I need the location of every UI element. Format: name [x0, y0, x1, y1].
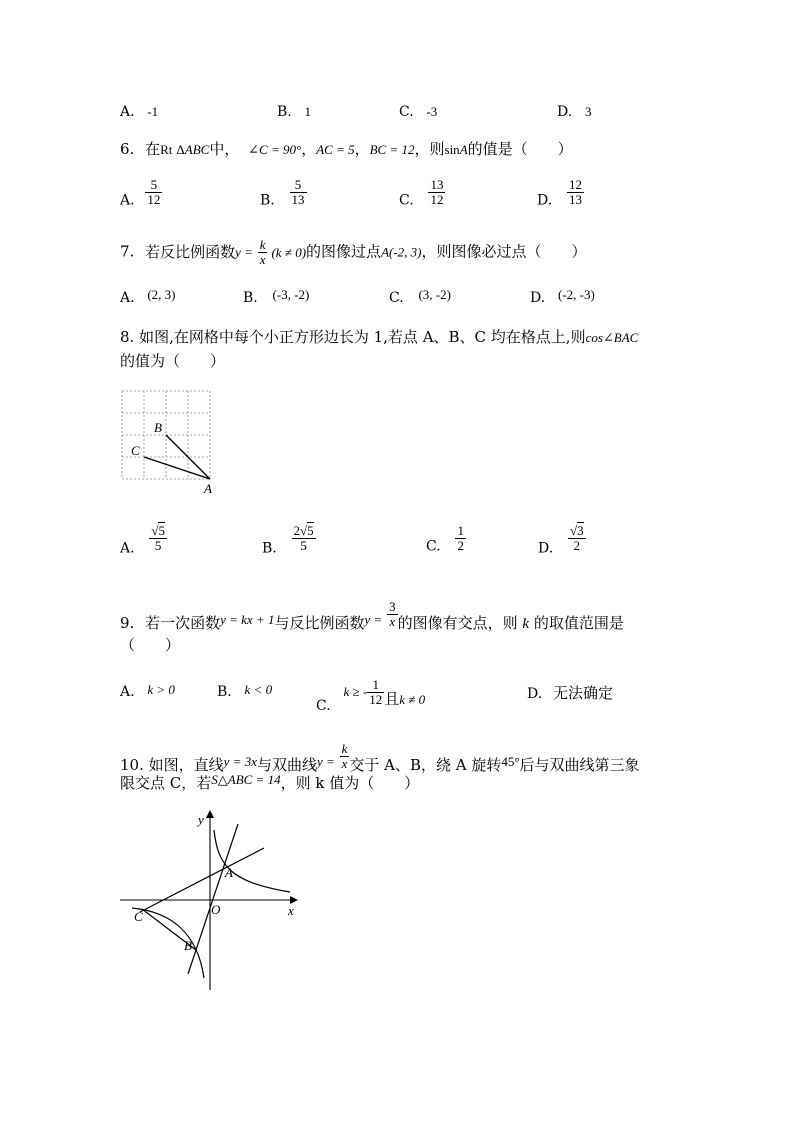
denominator: 12	[430, 192, 444, 207]
denominator: x	[389, 614, 396, 629]
option-value: k < 0	[244, 682, 273, 697]
option-label: D.	[527, 686, 543, 702]
y-axis-arrow	[206, 810, 214, 818]
sqrt-sign: √	[151, 523, 159, 538]
point-a-label: A	[204, 481, 212, 496]
line-equation: y = 3x	[223, 754, 257, 769]
radicand: 3	[577, 523, 584, 538]
condition: (k ≠ 0)	[271, 244, 307, 260]
radicand: 5	[307, 523, 314, 538]
stem-text: 的图像过点	[306, 242, 382, 261]
stem-text: 的取值范围是	[533, 614, 624, 632]
function-lhs: y =	[364, 612, 383, 627]
question-number: 6.	[120, 140, 135, 158]
angle-value: 45°	[501, 754, 520, 769]
denominator: 12	[369, 692, 383, 707]
side-ac: AC = 5	[316, 142, 355, 157]
stem-text: ，则 k 值为（ ）	[280, 774, 420, 792]
option-label: B.	[262, 540, 277, 557]
stem-text: 如图，直线	[148, 756, 224, 774]
q7-stem	[120, 238, 587, 267]
q9-stem	[120, 600, 624, 633]
option-value: k ≠ 0	[399, 692, 426, 707]
q8-stem-line1	[120, 326, 638, 347]
question-number: 9.	[120, 614, 135, 632]
stem-text: 若一次函数	[145, 614, 221, 632]
stem-text: 与反比例函数	[274, 614, 365, 632]
option-label: D.	[557, 104, 573, 120]
coefficient: 2	[293, 523, 301, 538]
q10-graph-figure	[112, 808, 312, 998]
option-label: D.	[538, 540, 554, 557]
option-value: (-2, -3)	[557, 287, 595, 302]
k-variable: k	[522, 616, 530, 632]
q8-option-c	[426, 524, 466, 555]
sqrt-sign: √	[569, 523, 578, 538]
option-value: 3	[584, 104, 592, 119]
option-label: C.	[399, 104, 414, 120]
q10-stem-line2	[120, 772, 419, 793]
angle-expression: ∠C = 90°	[248, 142, 302, 157]
question-number: 7.	[120, 242, 135, 261]
q7-option-c	[389, 287, 451, 306]
denominator: 2	[568, 538, 586, 553]
numerator: 5	[145, 178, 162, 193]
q10-stem	[120, 742, 640, 775]
denominator: 13	[291, 192, 305, 207]
option-label: B.	[277, 104, 292, 120]
option-label: D.	[530, 290, 546, 306]
option-label: C.	[399, 192, 414, 209]
fraction	[455, 524, 466, 553]
denominator: 5	[292, 538, 316, 553]
conjunction: 且	[384, 690, 400, 708]
stem-text: 交于 A、B，绕 A 旋转	[349, 756, 502, 774]
q9-option-a	[120, 682, 175, 700]
option-label: C.	[426, 538, 441, 555]
option-label: A.	[120, 192, 135, 209]
line-y-3x	[188, 824, 238, 974]
q8-option-d	[538, 524, 586, 557]
point-a: A(-2, 3)	[381, 244, 422, 260]
option-label: A.	[120, 684, 135, 700]
numerator: k	[259, 237, 266, 252]
point-a-label: A	[225, 865, 233, 880]
q6-option-a	[120, 178, 162, 209]
function-lhs: y =	[235, 244, 253, 260]
q9-option-c	[316, 678, 425, 714]
cos-expression: cos∠BAC	[585, 330, 639, 345]
q8-grid-figure	[112, 382, 222, 497]
stem-text: 若反比例函数	[145, 242, 236, 261]
numerator	[292, 524, 316, 538]
area-expression: S△ABC = 14	[211, 772, 281, 787]
option-value: k > 0	[147, 682, 175, 697]
q8-option-b	[262, 524, 316, 557]
option-label: B.	[260, 192, 275, 209]
option-value: (-3, -2)	[272, 287, 310, 302]
fraction	[292, 524, 316, 553]
option-label: A.	[120, 290, 135, 306]
option-label: A.	[120, 104, 135, 120]
stem-text: ，则	[414, 140, 445, 158]
origin-label: O	[211, 902, 221, 917]
stem-text: 中，	[209, 140, 240, 158]
fraction	[290, 178, 307, 207]
rt-symbol: Rt	[160, 142, 173, 157]
side-bc: BC = 12	[369, 142, 415, 157]
point-c-label: C	[131, 443, 140, 458]
option-value: -3	[426, 104, 438, 119]
option-label: A.	[120, 540, 135, 557]
sin-symbol: sin	[444, 142, 460, 157]
stem-text: ，	[301, 140, 317, 158]
numerator: k	[341, 741, 348, 756]
numerator: 1	[457, 523, 464, 538]
numerator: 13	[430, 177, 444, 192]
fraction	[258, 238, 268, 267]
option-value: 无法确定	[552, 684, 613, 702]
q9-option-d	[527, 682, 613, 703]
q7-option-b	[243, 287, 309, 306]
triangle-name: ABC	[184, 142, 210, 157]
option-label: C.	[389, 290, 404, 306]
stem-text: ，则图像必过点（ ）	[421, 242, 587, 261]
stem-text: 的值是（ ）	[467, 140, 573, 158]
stem-text: 的值为（ ）	[120, 352, 226, 370]
stem-text: 与双曲线	[256, 756, 317, 774]
fraction	[567, 178, 584, 207]
stem-text: （ ）	[120, 636, 181, 654]
point-b-label: B	[184, 938, 192, 953]
stem-text: 限交点 C，若	[120, 774, 212, 792]
triangle-symbol: Δ	[176, 142, 185, 157]
q5-option-d	[557, 102, 591, 120]
stem-text: 8. 如图,在网格中每个小正方形边长为 1,若点 A、B、C 均在格点上,则	[120, 328, 586, 346]
numerator	[149, 524, 167, 538]
denominator: 5	[149, 538, 167, 553]
denominator: 2	[457, 538, 464, 553]
option-value: -1	[147, 104, 159, 119]
hyperbola-branch-q3	[132, 908, 204, 978]
point-c-label: C	[134, 909, 143, 924]
option-label: B.	[217, 684, 232, 700]
numerator: 3	[389, 599, 396, 614]
stem-text: 的图像有交点，则	[397, 614, 518, 632]
option-label: B.	[243, 290, 258, 306]
denominator: x	[341, 756, 348, 771]
q9-option-b	[217, 682, 272, 700]
q9-stem-line2	[120, 634, 180, 655]
option-value: (2, 3)	[147, 287, 176, 302]
q6-option-c	[399, 178, 445, 209]
q8-stem-line2	[120, 350, 225, 371]
q7-option-d	[530, 287, 595, 306]
linear-function: y = kx + 1	[220, 612, 275, 627]
fraction	[428, 178, 445, 207]
fraction	[387, 600, 398, 629]
numerator: 1	[367, 678, 384, 693]
fraction	[145, 178, 162, 207]
denominator: x	[259, 252, 266, 267]
option-value: k ≥ -	[343, 684, 368, 699]
denominator: 12	[147, 192, 161, 207]
stem-text: ，	[354, 140, 370, 158]
q5-option-a	[120, 102, 158, 120]
option-label: D.	[537, 192, 553, 209]
fraction	[568, 524, 586, 553]
fraction	[367, 678, 384, 707]
stem-text: 后与双曲线第三象	[519, 756, 640, 774]
q5-option-c	[399, 102, 437, 120]
numerator	[568, 524, 586, 538]
q6-stem	[120, 138, 573, 159]
numerator: 12	[568, 177, 582, 192]
point-b-label: B	[154, 420, 162, 435]
y-axis-label: y	[198, 812, 204, 827]
x-axis-label: x	[288, 903, 294, 918]
q5-option-b	[277, 102, 311, 120]
fraction	[149, 524, 167, 553]
segment-ac	[144, 457, 210, 479]
sqrt-sign: √	[300, 523, 308, 538]
option-value: (3, -2)	[418, 287, 451, 302]
stem-text: 在	[145, 140, 161, 158]
denominator: 13	[568, 192, 582, 207]
question-number: 10.	[120, 756, 144, 774]
q6-option-d	[537, 178, 584, 209]
q7-option-a	[120, 287, 176, 306]
radicand: 5	[158, 523, 165, 538]
option-label: C.	[316, 698, 331, 714]
numerator: 5	[290, 178, 307, 193]
q8-option-a	[120, 524, 167, 557]
q6-option-b	[260, 178, 307, 209]
function-lhs: y =	[316, 754, 335, 769]
option-value: 1	[304, 104, 312, 119]
fraction	[340, 742, 350, 771]
angle-var: A	[459, 142, 468, 157]
